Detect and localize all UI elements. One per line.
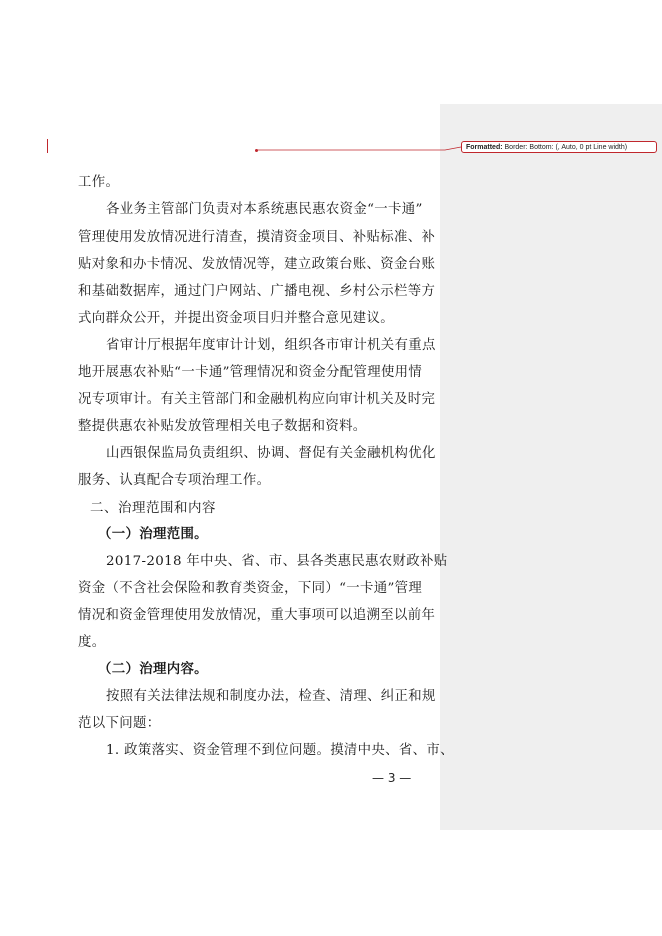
body-line: 山西银保监局负责组织、协调、督促有关金融机构优化 xyxy=(106,446,436,461)
body-line: 管理使用发放情况进行清查，摸清资金项目、补贴标准、补 xyxy=(78,230,436,245)
page-number: — 3 — xyxy=(372,771,412,785)
body-line: 地开展惠农补贴“一卡通”管理情况和资金分配管理使用情 xyxy=(78,365,423,380)
body-line: 省审计厅根据年度审计计划，组织各市审计机关有重点 xyxy=(106,338,436,353)
body-line: 服务、认真配合专项治理工作。 xyxy=(78,473,271,488)
body-line: 贴对象和办卡情况、发放情况等，建立政策台账、资金台账 xyxy=(78,257,436,272)
sub-heading: （二）治理内容。 xyxy=(98,661,208,677)
sub-heading: （一）治理范围。 xyxy=(98,526,208,542)
section-heading: 二、治理范围和内容 xyxy=(90,500,216,516)
body-line: 各业务主管部门负责对本系统惠民惠农资金“一卡通” xyxy=(106,202,423,217)
body-line: 按照有关法律法规和制度办法，检查、清理、纠正和规 xyxy=(106,689,436,704)
body-line: 况专项审计。有关主管部门和金融机构应向审计机关及时完 xyxy=(78,392,436,407)
body-line: 资金（不含社会保险和教育类资金，下同）“一卡通”管理 xyxy=(78,581,423,596)
body-line: 度。 xyxy=(78,635,106,650)
comment-text: Border: Bottom: (, Auto, 0 pt Line width) xyxy=(504,144,628,151)
comment-markup-pane xyxy=(440,104,662,830)
body-line: 式向群众公开，并提出资金项目归并整合意见建议。 xyxy=(78,311,395,326)
body-line: 和基础数据库，通过门户网站、广播电视、乡村公示栏等方 xyxy=(78,284,436,299)
body-line: 2017-2018 年中央、省、市、县各类惠民惠农财政补贴 xyxy=(106,554,448,569)
body-line: 工作。 xyxy=(78,175,120,190)
comment-anchor-dot xyxy=(255,149,258,152)
formatting-comment-balloon[interactable] xyxy=(461,141,657,153)
body-line: 范以下问题： xyxy=(78,716,161,731)
body-line: 情况和资金管理使用发放情况，重大事项可以追溯至以前年 xyxy=(78,608,436,623)
body-line: 整提供惠农补贴发放管理相关电子数据和资料。 xyxy=(78,419,367,434)
comment-connector-line xyxy=(0,0,662,200)
body-line: 1. 政策落实、资金管理不到位问题。摸清中央、省、市、 xyxy=(106,743,454,758)
comment-label: Formatted: xyxy=(466,144,503,151)
